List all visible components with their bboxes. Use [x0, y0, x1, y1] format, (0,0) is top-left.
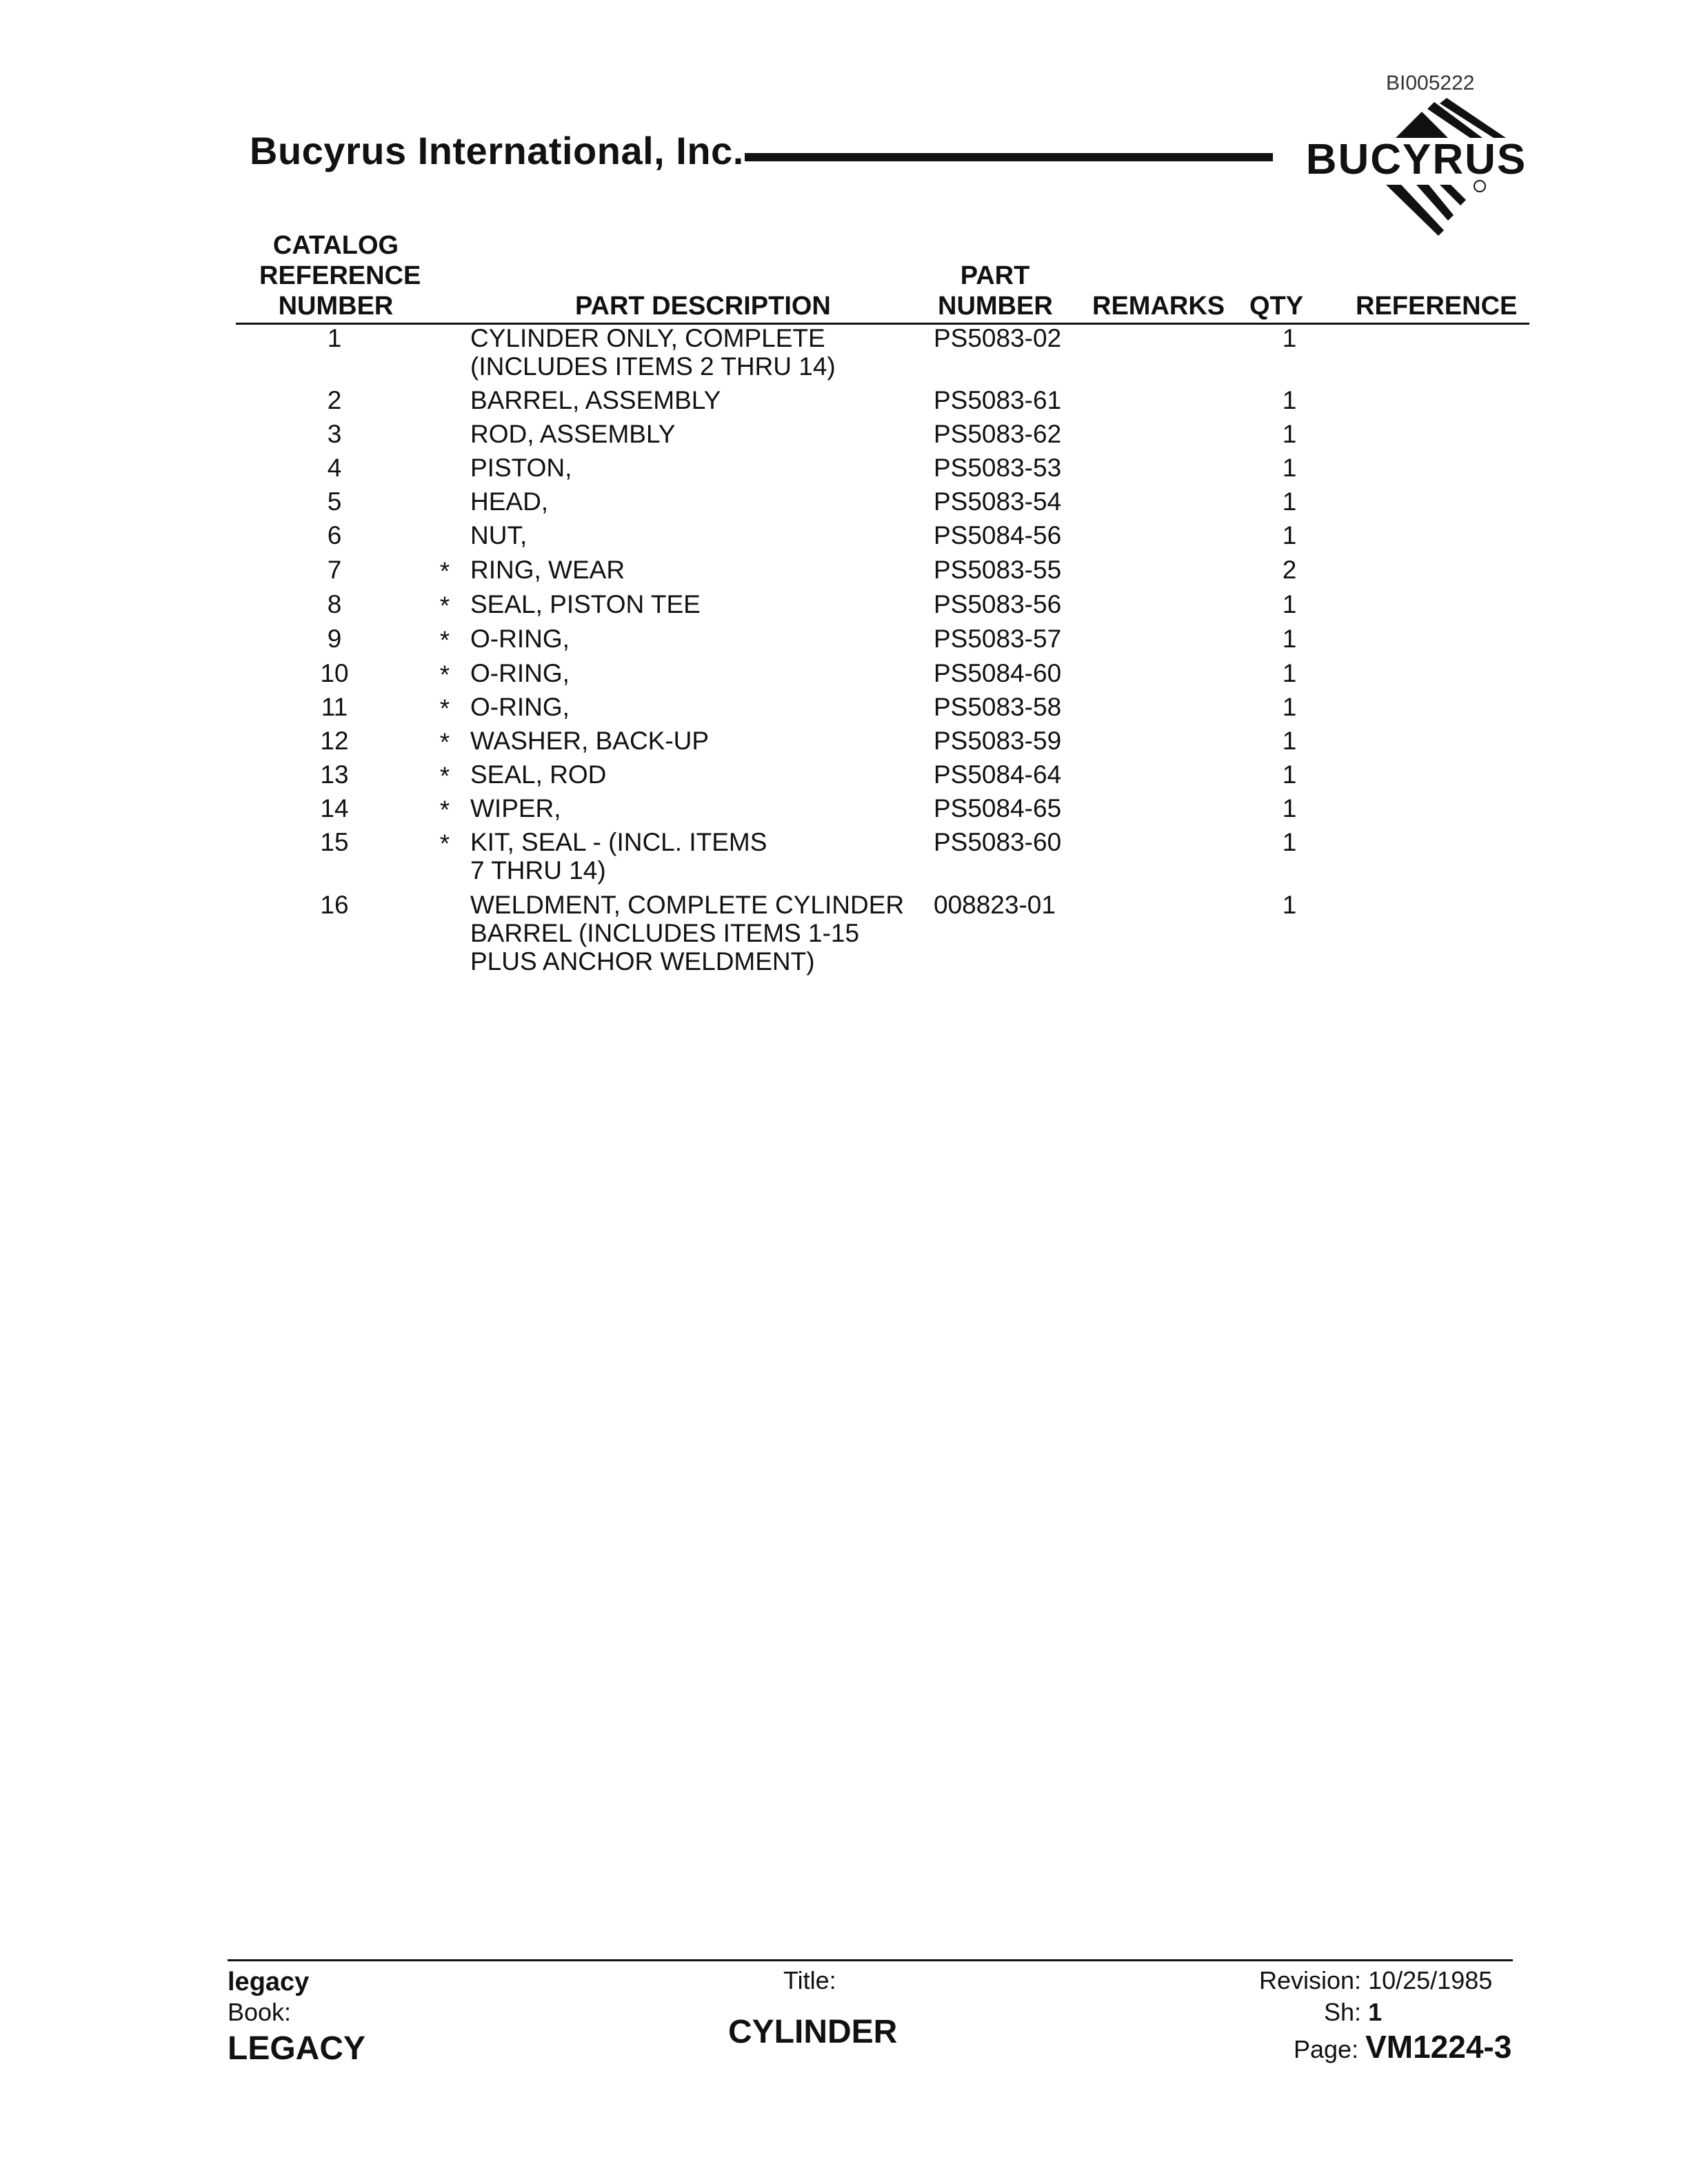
part-number: PS5083-55 [934, 556, 1062, 584]
footer-legacy: legacy [228, 1968, 310, 1996]
quantity: 1 [1282, 324, 1297, 352]
part-description: HEAD, [470, 487, 549, 516]
spare-marker: * [439, 626, 450, 654]
quantity: 2 [1282, 556, 1297, 584]
page-label: Page: [1294, 2035, 1359, 2063]
part-description: WIPER, [470, 794, 561, 822]
part-description: KIT, SEAL - (INCL. ITEMS 7 THRU 14) [470, 828, 767, 884]
part-number: PS5083-54 [934, 487, 1062, 516]
spare-marker: * [439, 660, 450, 689]
quantity: 1 [1282, 386, 1297, 414]
ref-number: 4 [327, 454, 342, 482]
quantity: 1 [1282, 794, 1297, 822]
part-number: PS5083-61 [934, 386, 1062, 414]
header-rule [745, 153, 1273, 161]
footer-title-label: Title: [783, 1966, 836, 1994]
ref-number: 16 [320, 891, 349, 919]
spare-marker: * [439, 762, 450, 790]
quantity: 1 [1282, 760, 1297, 789]
quantity: 1 [1282, 625, 1297, 653]
part-description: O-RING, [470, 659, 570, 687]
part-description: WELDMENT, COMPLETE CYLINDER BARREL (INCLUDES ITEMS 1-15 PLUS ANCHOR WELDMENT) [470, 891, 905, 975]
footer-revision [1259, 1966, 1492, 1995]
sheet-value: 1 [1368, 1998, 1383, 2026]
part-description: RING, WEAR [470, 556, 625, 584]
spare-marker: * [439, 592, 450, 620]
quantity: 1 [1282, 659, 1297, 687]
spare-marker: * [439, 829, 450, 858]
quantity: 1 [1282, 487, 1297, 516]
column-header-rule [236, 323, 1529, 325]
part-description: PISTON, [470, 454, 572, 482]
ref-number: 1 [327, 324, 342, 352]
part-number: PS5083-58 [934, 693, 1062, 721]
quantity: 1 [1282, 828, 1297, 856]
part-description: BARREL, ASSEMBLY [470, 386, 721, 414]
part-number: PS5084-56 [934, 521, 1062, 549]
footer-page [1294, 2028, 1511, 2065]
quantity: 1 [1282, 420, 1297, 448]
part-number: PS5084-64 [934, 760, 1062, 789]
spare-marker: * [439, 728, 450, 756]
ref-number: 15 [320, 828, 349, 856]
col-part-line1: PART [960, 261, 1030, 290]
part-description: SEAL, ROD [470, 760, 607, 789]
col-catalog-line1: CATALOG [272, 231, 399, 260]
part-number: PS5083-56 [934, 590, 1062, 618]
spare-marker: * [439, 796, 450, 824]
part-description: NUT, [470, 521, 528, 549]
sheet-label: Sh: [1324, 1998, 1362, 2026]
ref-number: 7 [327, 556, 342, 584]
quantity: 1 [1282, 521, 1297, 549]
ref-number: 3 [327, 420, 342, 448]
logo-text: BUCYRUS [1305, 136, 1527, 183]
footer-book-label: Book: [228, 1998, 292, 2026]
part-number: 008823-01 [934, 891, 1056, 919]
part-number: PS5083-59 [934, 727, 1062, 755]
quantity: 1 [1282, 590, 1297, 618]
part-description: ROD, ASSEMBLY [470, 420, 676, 448]
revision-value: 10/25/1985 [1368, 1966, 1493, 1994]
col-qty: QTY [1249, 292, 1304, 321]
part-description: WASHER, BACK-UP [470, 727, 710, 755]
ref-number: 5 [327, 487, 342, 516]
part-number: PS5084-60 [934, 659, 1062, 687]
footer-rule [228, 1959, 1513, 1961]
quantity: 1 [1282, 891, 1297, 919]
col-part-description: PART DESCRIPTION [575, 292, 831, 321]
part-number: PS5084-65 [934, 794, 1062, 822]
ref-number: 12 [320, 727, 349, 755]
col-catalog-line2: REFERENCE [259, 261, 421, 290]
ref-number: 10 [320, 659, 349, 687]
spare-marker: * [439, 557, 450, 585]
quantity: 1 [1282, 454, 1297, 482]
revision-label: Revision: [1259, 1966, 1362, 1994]
ref-number: 2 [327, 386, 342, 414]
col-part-line2: NUMBER [938, 292, 1053, 321]
part-number: PS5083-62 [934, 420, 1062, 448]
part-description: CYLINDER ONLY, COMPLETE (INCLUDES ITEMS 2 THRU 14) [470, 324, 836, 381]
ref-number: 11 [321, 693, 348, 721]
bucyrus-logo [1292, 88, 1540, 248]
footer-sheet [1324, 1998, 1382, 2027]
document-id: BI005222 [1386, 72, 1475, 94]
part-number: PS5083-57 [934, 625, 1062, 653]
ref-number: 8 [327, 590, 342, 618]
spare-marker: * [439, 694, 450, 722]
ref-number: 9 [327, 625, 342, 653]
ref-number: 13 [320, 760, 349, 789]
company-name: Bucyrus International, Inc. [250, 129, 744, 172]
quantity: 1 [1282, 727, 1297, 755]
part-number: PS5083-60 [934, 828, 1062, 856]
col-reference: REFERENCE [1356, 292, 1518, 321]
col-remarks: REMARKS [1092, 292, 1225, 321]
part-number: PS5083-53 [934, 454, 1062, 482]
part-description: SEAL, PISTON TEE [470, 590, 701, 618]
quantity: 1 [1282, 693, 1297, 721]
part-number: PS5083-02 [934, 324, 1062, 352]
footer-title-value: CYLINDER [728, 2014, 898, 2050]
ref-number: 14 [320, 794, 349, 822]
col-catalog-line3: NUMBER [278, 292, 394, 321]
footer-book-value: LEGACY [228, 2030, 366, 2067]
ref-number: 6 [327, 521, 342, 549]
part-description: O-RING, [470, 625, 570, 653]
page-value: VM1224-3 [1365, 2029, 1512, 2065]
part-description: O-RING, [470, 693, 570, 721]
